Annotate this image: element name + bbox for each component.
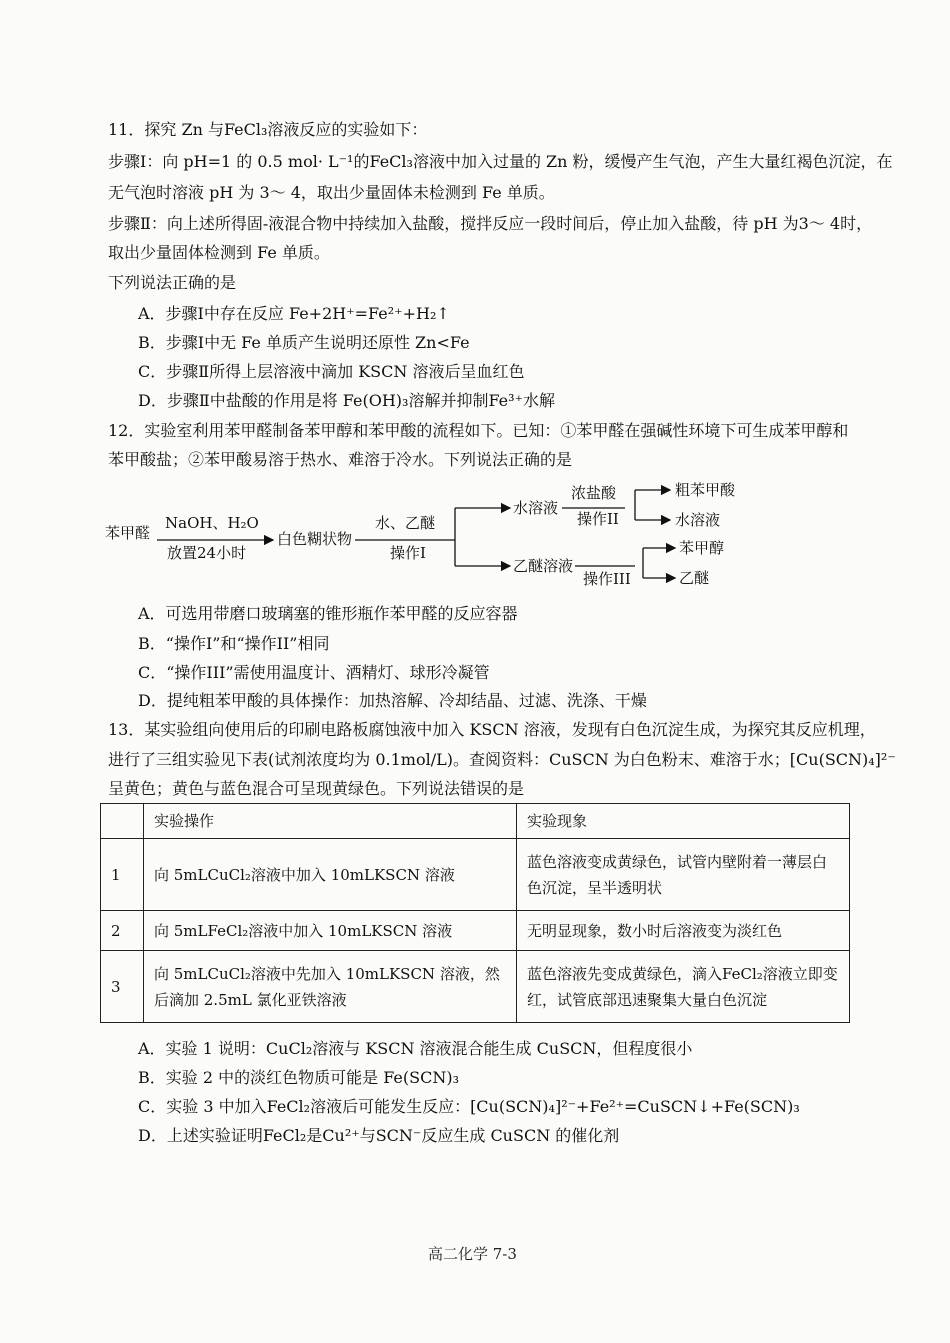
q11-stem: 11．探究 Zn 与FeCl₃溶液反应的实验如下： bbox=[108, 120, 428, 139]
flow-op1: 操作I bbox=[390, 544, 426, 562]
q12-option-c: C．“操作III”需使用温度计、酒精灯、球形冷凝管 bbox=[138, 663, 490, 682]
table-cell-operation: 向 5mLCuCl₂溶液中加入 10mLKSCN 溶液 bbox=[144, 839, 517, 911]
table-cell-phenomenon: 蓝色溶液先变成黄绿色，滴入FeCl₂溶液立即变红，试管底部迅速聚集大量白色沉淀 bbox=[517, 951, 850, 1023]
table-cell-operation: 向 5mLFeCl₂溶液中加入 10mLKSCN 溶液 bbox=[144, 911, 517, 951]
flow-acid: 浓盐酸 bbox=[571, 484, 617, 502]
q12-option-d: D．提纯粗苯甲酸的具体操作：加热溶解、冷却结晶、过滤、洗涤、干燥 bbox=[138, 691, 647, 710]
flow-op3: 操作III bbox=[583, 570, 631, 588]
q11-option-c: C．步骤Ⅱ所得上层溶液中滴加 KSCN 溶液后呈血红色 bbox=[138, 362, 525, 381]
q13-stem-line2: 进行了三组实验见下表(试剂浓度均为 0.1mol/L)。查阅资料：CuSCN 为白色粉末、难溶于水；[Cu(SCN)₄]²⁻ bbox=[108, 750, 896, 769]
q11-step1-line2: 无气泡时溶液 pH 为 3～ 4，取出少量固体未检测到 Fe 单质。 bbox=[108, 183, 555, 202]
page-footer: 高二化学 7-3 bbox=[428, 1245, 517, 1263]
flow-cond1: 放置24小时 bbox=[167, 544, 247, 562]
q13-option-d: D．上述实验证明FeCl₂是Cu²⁺与SCN⁻反应生成 CuSCN 的催化剂 bbox=[138, 1126, 620, 1145]
q11-option-b: B．步骤Ⅰ中无 Fe 单质产生说明还原性 Zn<Fe bbox=[138, 333, 470, 352]
table-header-row bbox=[101, 804, 850, 839]
flow-reagent2: 水、乙醚 bbox=[375, 514, 436, 532]
q13-option-b: B．实验 2 中的淡红色物质可能是 Fe(SCN)₃ bbox=[138, 1068, 459, 1087]
experiment-table bbox=[100, 803, 850, 1023]
q13-stem-line1: 13．某实验组向使用后的印刷电路板腐蚀液中加入 KSCN 溶液，发现有白色沉淀生成，为探究其反应机理， bbox=[108, 720, 876, 739]
flow-water: 水溶液 bbox=[513, 499, 559, 517]
flow-crude-acid: 粗苯甲酸 bbox=[675, 481, 736, 499]
table-cell-phenomenon: 蓝色溶液变成黄绿色，试管内壁附着一薄层白色沉淀，呈半透明状 bbox=[517, 839, 850, 911]
q11-step1-line1: 步骤Ⅰ：向 pH=1 的 0.5 mol· L⁻¹的FeCl₃溶液中加入过量的 Zn 粉，缓慢产生气泡，产生大量红褐色沉淀，在 bbox=[108, 152, 893, 171]
table-cell-index: 2 bbox=[101, 911, 144, 951]
flow-water2: 水溶液 bbox=[675, 511, 721, 529]
table-row bbox=[101, 951, 850, 1023]
table-header-index bbox=[101, 804, 144, 839]
q12-option-b: B．“操作I”和“操作II”相同 bbox=[138, 634, 330, 653]
flow-ether: 乙醚溶液 bbox=[513, 557, 574, 575]
q11-step2-line2: 取出少量固体检测到 Fe 单质。 bbox=[108, 243, 330, 262]
q13-option-a: A．实验 1 说明：CuCl₂溶液与 KSCN 溶液混合能生成 CuSCN，但程度很小 bbox=[138, 1039, 693, 1058]
flow-mid: 白色糊状物 bbox=[277, 530, 353, 548]
q12-option-a: A．可选用带磨口玻璃塞的锥形瓶作苯甲醛的反应容器 bbox=[138, 604, 518, 623]
table-header-phenomenon: 实验现象 bbox=[517, 804, 850, 839]
table-cell-operation: 向 5mLCuCl₂溶液中先加入 10mLKSCN 溶液，然后滴加 2.5mL 氯化亚铁溶液 bbox=[144, 951, 517, 1023]
table-cell-index: 1 bbox=[101, 839, 144, 911]
q13-option-c: C．实验 3 中加入FeCl₂溶液后可能发生反应：[Cu(SCN)₄]²⁻+Fe²⁺=CuSCN↓+Fe(SCN)₃ bbox=[138, 1097, 800, 1116]
table-row bbox=[101, 839, 850, 911]
q11-option-d: D．步骤Ⅱ中盐酸的作用是将 Fe(OH)₃溶解并抑制Fe³⁺水解 bbox=[138, 391, 556, 410]
flow-op2: 操作II bbox=[577, 510, 619, 528]
q11-ask: 下列说法正确的是 bbox=[108, 273, 237, 292]
flow-ether2: 乙醚 bbox=[679, 569, 710, 587]
flow-diagram bbox=[105, 478, 765, 590]
q11-step2-line1: 步骤Ⅱ：向上述所得固-液混合物中持续加入盐酸，搅拌反应一段时间后，停止加入盐酸，待 pH 为3～ 4时， bbox=[108, 214, 873, 233]
flow-alcohol: 苯甲醇 bbox=[679, 539, 725, 557]
flow-reagent1: NaOH、H₂O bbox=[165, 514, 259, 532]
table-header-operation: 实验操作 bbox=[144, 804, 517, 839]
q12-stem-line1: 12．实验室利用苯甲醛制备苯甲醇和苯甲酸的流程如下。已知：①苯甲醛在强碱性环境下可生成苯甲醇和 bbox=[108, 421, 849, 440]
q12-stem-line2: 苯甲酸盐；②苯甲酸易溶于热水、难溶于冷水。下列说法正确的是 bbox=[108, 450, 573, 469]
table-cell-index: 3 bbox=[101, 951, 144, 1023]
q13-stem-line3: 呈黄色；黄色与蓝色混合可呈现黄绿色。下列说法错误的是 bbox=[108, 779, 525, 798]
flow-arrows bbox=[105, 478, 765, 590]
table-cell-phenomenon: 无明显现象，数小时后溶液变为淡红色 bbox=[517, 911, 850, 951]
flow-start: 苯甲醛 bbox=[105, 524, 151, 542]
q11-option-a: A．步骤Ⅰ中存在反应 Fe+2H⁺=Fe²⁺+H₂↑ bbox=[138, 304, 450, 323]
table-row bbox=[101, 911, 850, 951]
